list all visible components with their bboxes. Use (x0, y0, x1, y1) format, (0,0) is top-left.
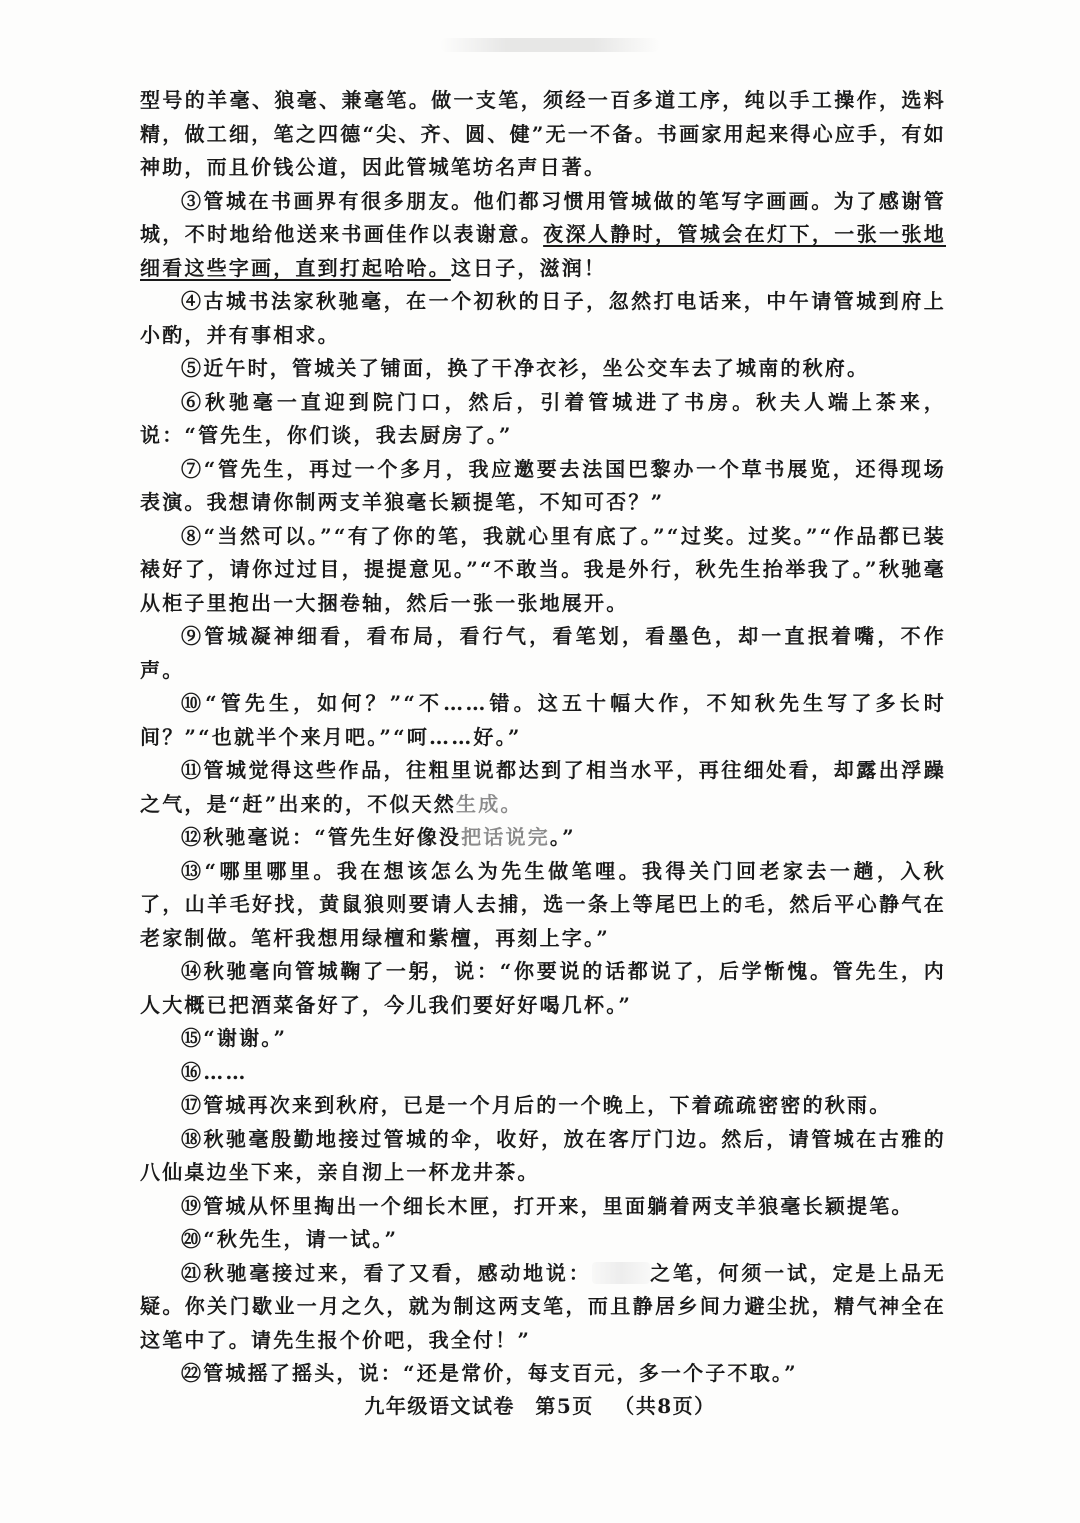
paragraph-8: ⑧“当然可以。”“有了你的笔，我就心里有底了。”“过奖。过奖。”“作品都已装裱好了，请你过过目，提提意见。”“不敢当。我是外行，秋先生抬举我了。”秋驰毫从柜子里抱出一大捆卷轴，然后一张一张地展开。 (140, 523, 946, 615)
paragraph-4: ④古城书法家秋驰毫，在一个初秋的日子，忽然打电话来，中午请管城到府上小酌，并有事相求。 (140, 289, 946, 347)
header-smudge (440, 38, 660, 52)
paragraph-20: ⑳“秋先生，请一试。” (181, 1227, 399, 1251)
paragraph-21-rest: 之笔，何须一试，定是上品无疑。你关门歇业一月之久，就为制这两支笔，而且静居乡间力避尘扰，精气神全在这笔中了。请先生报个价吧，我全付！” (140, 1260, 946, 1352)
paragraph-6: ⑥秋驰毫一直迎到院门口，然后，引着管城进了书房。秋夫人端上茶来，说：“管先生，你们谈，我去厨房了。” (140, 389, 946, 447)
article-body (140, 84, 946, 1391)
paragraph-21-text: ㉑秋驰毫接过来，看了又看，感动地说： (181, 1260, 592, 1285)
paragraph-3 (140, 185, 946, 286)
blurred-blank (592, 1262, 650, 1284)
footer-page-total: （共8页） (614, 1394, 716, 1418)
paragraph-9: ⑨管城凝神细看，看布局，看行气，看笔划，看墨色，却一直抿着嘴，不作声。 (140, 624, 946, 682)
paragraph-15: ⑮“谢谢。” (181, 1026, 288, 1050)
footer-page-number: 第5页 (535, 1394, 594, 1418)
paragraph-12 (140, 821, 946, 855)
paragraph-19: ⑲管城从怀里掏出一个细长木匣，打开来，里面躺着两支羊狼毫长颖提笔。 (181, 1193, 914, 1218)
paragraph-21 (140, 1257, 946, 1358)
footer-exam-title: 九年级语文试卷 (364, 1394, 515, 1418)
paragraph-7: ⑦“管先生，再过一个多月，我应邀要去法国巴黎办一个草书展览，还得现场表演。我想请你制两支羊狼毫长颖提笔，不知可否？” (140, 456, 946, 514)
paragraph-11 (140, 754, 946, 821)
paragraph-13: ⑬“哪里哪里。我在想该怎么为先生做笔哩。我得关门回老家去一趟，入秋了，山羊毛好找，黄鼠狼则要请人去捕，选一条上等尾巴上的毛，然后平心静气在老家制做。笔杆我想用绿檀和紫檀，再刻上字。” (140, 858, 946, 950)
paragraph-11-faded: 生成。 (456, 791, 523, 816)
paragraph-12-faded: 把话说完 (461, 825, 550, 849)
paragraph-18: ⑱秋驰毫殷勤地接过管城的伞，收好，放在客厅门边。然后，请管城在古雅的八仙桌边坐下来，亲自沏上一杯龙井茶。 (140, 1126, 946, 1184)
paragraph-11-text: ⑪管城觉得这些作品，往粗里说都达到了相当水平，再往细处看，却露出浮躁之气，是“赶”出来的，不似天然 (140, 758, 946, 816)
paragraph-12-text: ⑫秋驰毫说：“管先生好像没 (181, 825, 462, 849)
paragraph-16: ⑯…… (181, 1059, 248, 1084)
underlined-sentence: 夜深人静时，管城会在灯下，一张一张地细看这些字画，直到打起哈哈。 (140, 222, 946, 280)
paragraph-5: ⑤近午时，管城关了铺面，换了干净衣衫，坐公交车去了城南的秋府。 (181, 356, 870, 380)
page-footer (0, 1390, 1080, 1419)
paragraph-14: ⑭秋驰毫向管城鞠了一躬，说：“你要说的话都说了，后学惭愧。管先生，内人大概已把酒菜备好了，今儿我们要好好喝几杯。” (140, 959, 946, 1017)
paragraph-10: ⑩“管先生，如何？”“不……错。这五十幅大作，不知秋先生写了多长时间？”“也就半个来月吧。”“呵……好。” (140, 691, 946, 749)
paragraph-3-text: ③管城在书画界有很多朋友。他们都习惯用管城做的笔写字画画。为了感谢管城，不时地给他送来书画佳作以表谢意。 (140, 188, 946, 246)
paragraph-3-ending: 这日子，滋润！ (450, 255, 607, 280)
paragraph-22: ㉒管城摇了摇头，说：“还是常价，每支百元，多一个子不取。” (181, 1361, 798, 1385)
paragraph-17: ⑰管城再次来到秋府，已是一个月后的一个晚上，下着疏疏密密的秋雨。 (181, 1093, 892, 1117)
paragraph-12-ending: 。” (549, 825, 576, 849)
paragraph-continued: 型号的羊毫、狼毫、兼毫笔。做一支笔，须经一百多道工序，纯以手工操作，选料精，做工细，笔之四德“尖、齐、圆、健”无一不备。书画家用起来得心应手，有如神助，而且价钱公道，因此管城笔坊名声日著。 (140, 88, 946, 179)
